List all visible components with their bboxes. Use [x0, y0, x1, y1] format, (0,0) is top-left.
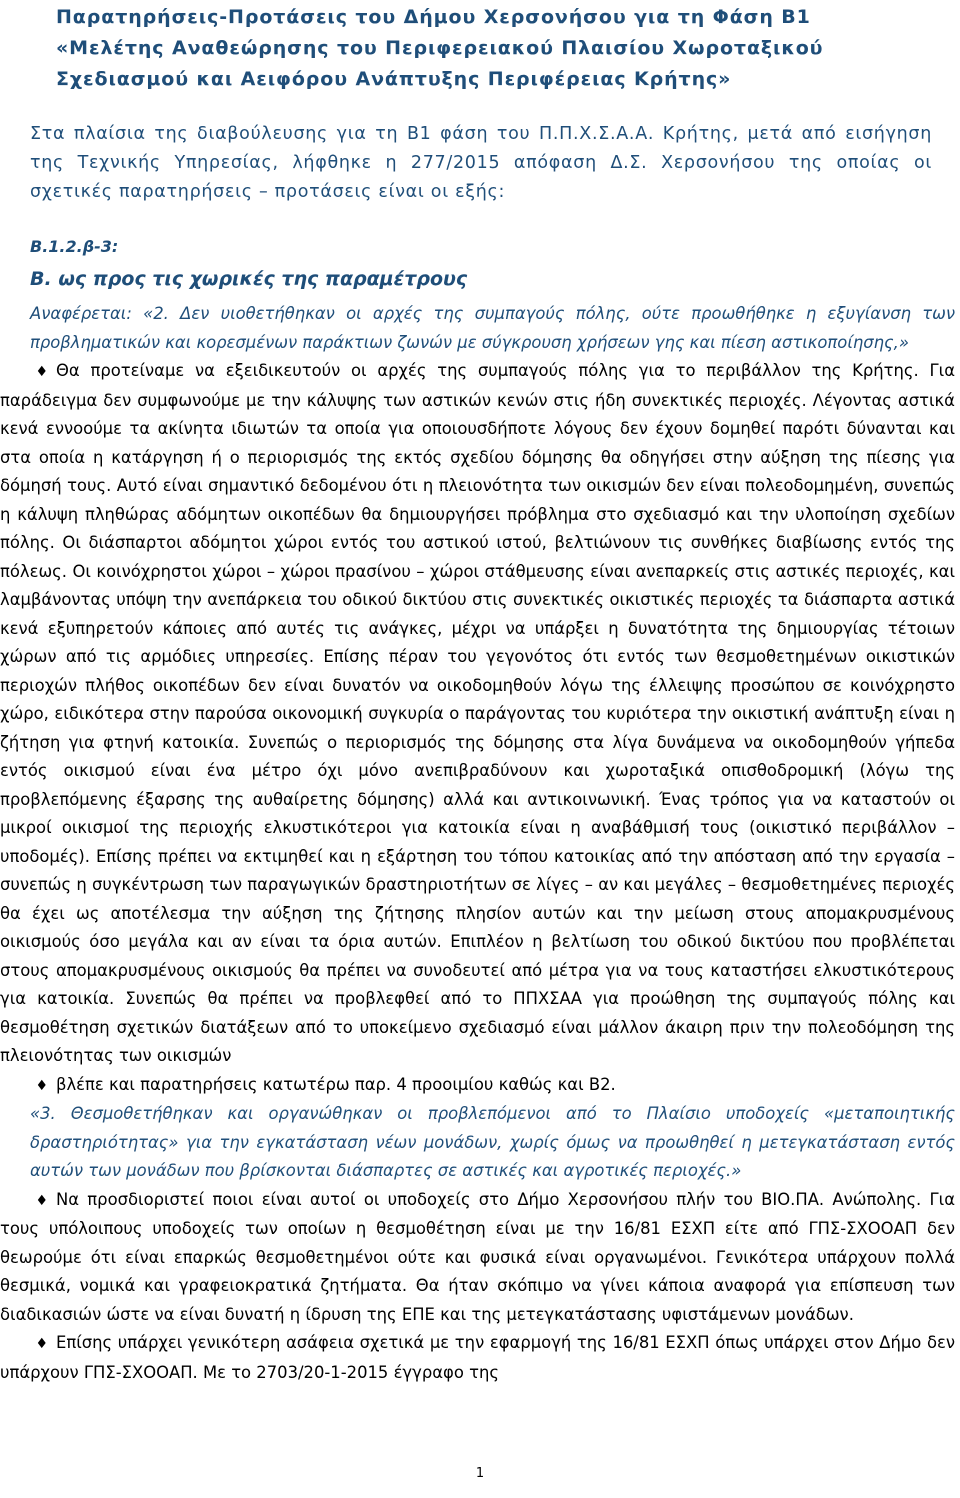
- bullet-paragraph-2: [0, 1071, 955, 1101]
- document-body: [0, 300, 955, 1387]
- bullet-text-3: Να προσδιοριστεί ποιοι είναι αυτοί οι υποδοχείς στο Δήμο Χερσονήσου πλήν του ΒΙΟ.ΠΑ. Ανώπολης. Για τους υπόλοιπους υποδοχείς των οποίων η θεσμοθέτηση είναι με την 16/81 ΕΣΧΠ είτε από ΓΠΣ-ΣΧΟΟΑΠ δεν θεωρούμε ότι είναι επαρκώς θεσμοθετημένοι ούτε και φυσικά είναι οργανωμένοι. Γενικότερα υπάρχουν πολλά θεσμικά, νομικά και γραφειοκρατικά ζητήματα. Θα ήταν σκόπιμο να γίνει κάποια αναφορά για επίσπευση των διαδικασιών ώστε να είναι δυνατή η ίδρυση της ΕΠΕ και της μετεγκατάστασης υφιστάμενων μονάδων.: [0, 1189, 955, 1324]
- title-line-2: «Μελέτης Αναθεώρησης του Περιφερειακού Πλαισίου Χωροταξικού: [56, 37, 824, 59]
- reference-code: Β.1.2.β-3:: [30, 237, 119, 256]
- diamond-bullet-icon: ♦: [35, 1192, 48, 1209]
- bullet-paragraph-3: [0, 1186, 955, 1330]
- intro-paragraph: Στα πλαίσια της διαβούλευσης για τη Β1 φάση του Π.Π.Χ.Σ.Α.Α. Κρήτης, μετά από εισήγηση της Τεχνικής Υπηρεσίας, λήφθηκε η 277/2015 απόφαση Δ.Σ. Χερσονήσου της οποίας οι σχετικές παρατηρήσεις – προτάσεις είναι οι εξής:: [30, 124, 932, 202]
- bullet-paragraph-4: [0, 1329, 955, 1387]
- bullet-paragraph-1: [0, 357, 955, 1071]
- reference-heading: Β. ως προς τις χωρικές της παραμέτρους: [30, 268, 468, 290]
- page-number: 1: [475, 1466, 485, 1481]
- title-line-3: Σχεδιασμού και Αειφόρου Ανάπτυξης Περιφέρειας Κρήτης»: [56, 68, 732, 90]
- diamond-bullet-icon: ♦: [35, 364, 48, 380]
- quote-paragraph-1: Αναφέρεται: «2. Δεν υιοθετήθηκαν οι αρχές της συμπαγούς πόλης, ούτε προωθήθηκε η εξυγίανση των προβληματικών και κορεσμένων παράκτιων ζωνών με σύγκρουση χρήσεων γης και πίεση αστικοποίησης,»: [30, 304, 955, 352]
- bullet-text-1: Θα προτείναμε να εξειδικευτούν οι αρχές της συμπαγούς πόλης για το περιβάλλον της Κρήτης. Για παράδειγμα δεν συμφωνούμε με την κάλυψης των αστικών κενών στις ήδη συνεκτικές περιοχές. Λέγοντας αστικά κενά εννοούμε τα ακίνητα ιδιωτών τα οποία για οποιουσδήποτε λόγους δεν έχουν δομηθεί παρότι δύνανται και στα οποία η κατάργηση ή ο περιορισμός της εκτός σχεδίου δόμησης θα οδηγήσει στην αύξηση της πίεσης για δόμησή τους. Αυτό είναι σημαντικό δεδομένου ότι η πλειονότητα των οικισμών δεν είναι πολεοδομημένη, συνεπώς η κάλυψη πληθώρας αδόμητων οικοπέδων θα δημιουργήσει πρόβλημα στο σχεδιασμό και την υλοποίηση σχεδίων πόλης. Οι διάσπαρτοι αδόμητοι χώροι εντός του αστικού ιστού, βελτιώνουν τις συνθήκες διαβίωσης εντός της πόλεως. Οι κοινόχρηστοι χώροι – χώροι πρασίνου – χώροι στάθμευσης είναι ανεπαρκείς στις αστικές περιοχές, και λαμβάνοντας υπόψη την ανεπάρκεια του οδικού δικτύου στις συνεκτικές οικιστικές περιοχές τα διάσπαρτα αστικά κενά εξυπηρετούν κάποιες από αυτές τις ανάγκες, μέχρι να υπάρξει η δυνατότητα της δημιουργίας τέτοιων χώρων από τις αρμόδιες υπηρεσίες. Επίσης πέραν του γεγονότος ότι εντός των θεσμοθετημένων οικιστικών περιοχών πλήθος οικοπέδων δεν είναι δυνατόν να οικοδομηθούν λόγω της έλλειψης προσώπου σε κοινόχρηστο χώρο, ειδικότερα στην παρούσα οικονομική συγκυρία ο παράγοντας του κυριότερα την οικιστική ανάπτυξη είναι η ζήτηση για φτηνή κατοικία. Συνεπώς ο περιορισμός της δόμησης στα λίγα δυνάμενα να οικοδομηθούν γήπεδα εντός οικισμού είναι ένα μέτρο όχι μόνο ανεπιβραδύνουν και χωροταξικά οπισθοδρομική (λόγω της προβλεπόμενης έξαρσης της αυθαίρετης δόμησης) αλλά και αντικοινωνική. Ένας τρόπος για να καταστούν οι μικροί οικισμοί της περιοχής ελκυστικότεροι για κατοικία είναι η αναβάθμισή τους (οικιστικό περιβάλλον – υποδομές). Επίσης πρέπει να εκτιμηθεί και η εξάρτηση του τόπου κατοικίας από την απόσταση από την εργασία – συνεπώς η συγκέντρωση των παραγωγικών δραστηριοτήτων σε λίγες – αν και μεγάλες – θεσμοθετημένες περιοχές θα έχει ως αποτέλεσμα την αύξηση της ζήτησης πλησίον αυτών και την μείωση στους απομακρυσμένους οικισμούς όσο μεγάλα και αν είναι τα όρια αυτών. Επιπλέον η βελτίωση του οδικού δικτύου που προβλέπεται στους απομακρυσμένους οικισμούς θα πρέπει να συνοδευτεί από μέτρα για να τους καταστήσει ελκυστικότερους για κατοικία. Συνεπώς θα πρέπει να προβλεφθεί από το ΠΠΧΣΑΑ για προώθηση της συμπαγούς πόλης και θεσμοθέτηση σχετικών διατάξεων από το υποκείμενο σχεδιασμό είναι μάλλον άκαιρη πριν την πολεοδόμηση της πλειονότητας των οικισμών: [0, 361, 955, 1065]
- bullet-text-4: Επίσης υπάρχει γενικότερη ασάφεια σχετικά με την εφαρμογή της 16/81 ΕΣΧΠ όπως υπάρχει στον Δήμο δεν υπάρχουν ΓΠΣ-ΣΧΟΟΑΠ. Με το 2703/20-1-2015 έγγραφο της: [0, 1333, 955, 1382]
- diamond-bullet-icon: ♦: [35, 1077, 48, 1094]
- quote-paragraph-2: «3. Θεσμοθετήθηκαν και οργανώθηκαν οι προβλεπόμενοι από το Πλαίσιο υποδοχείς «μεταποιητικής δραστηριότητας» για την εγκατάσταση νέων μονάδων, χωρίς όμως να προωθηθεί η μετεγκατάσταση εντός αυτών των μονάδων που βρίσκονται διάσπαρτες σε αστικές και αγροτικές περιοχές.»: [30, 1104, 955, 1180]
- bullet-text-2: βλέπε και παρατηρήσεις κατωτέρω παρ. 4 προοιμίου καθώς και Β2.: [56, 1074, 616, 1094]
- diamond-bullet-icon: ♦: [35, 1336, 48, 1352]
- title-line-1: Παρατηρήσεις-Προτάσεις του Δήμου Χερσονήσου για τη Φάση Β1: [56, 6, 811, 28]
- document-title: [56, 2, 936, 95]
